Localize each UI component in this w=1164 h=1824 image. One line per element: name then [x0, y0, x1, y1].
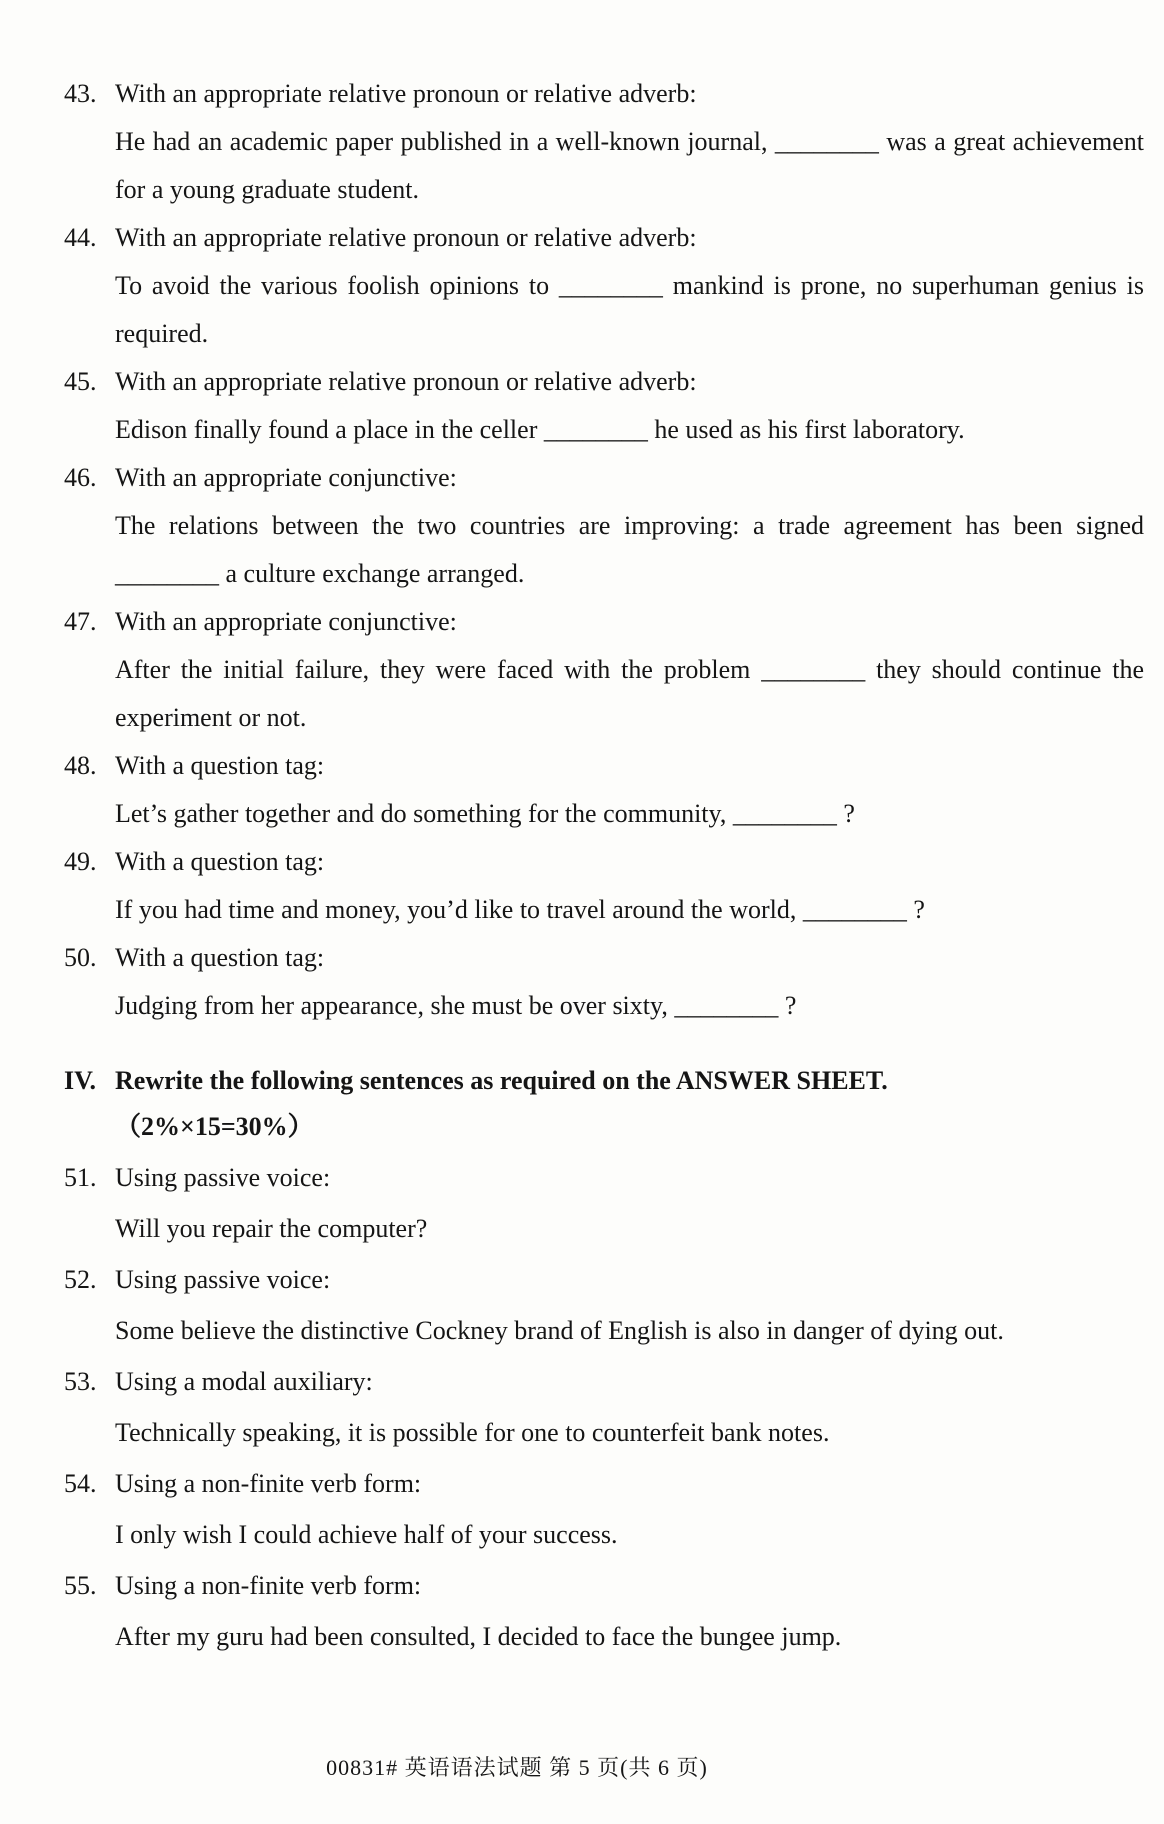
questions-43-50 [64, 70, 1144, 1030]
question-sentence: To avoid the various foolish opinions to ________ mankind is prone, no superhuman genius is required. [115, 271, 1144, 348]
question-text [115, 454, 1144, 598]
question-prompt: Using a non-finite verb form: [115, 1571, 422, 1600]
question-prompt: With an appropriate conjunctive: [115, 463, 457, 492]
question-sentence: After the initial failure, they were faced with the problem ________ they should continue the experiment or not. [115, 655, 1144, 732]
question-prompt: With an appropriate relative pronoun or relative adverb: [115, 223, 697, 252]
question-text [115, 838, 1144, 934]
section-iv-heading [64, 1058, 1144, 1150]
question-prompt: With an appropriate relative pronoun or relative adverb: [115, 79, 697, 108]
question-prompt: Using a non-finite verb form: [115, 1469, 422, 1498]
question-item [64, 1356, 1144, 1458]
question-number: 45. [64, 367, 97, 396]
question-text [115, 742, 1144, 838]
question-text [115, 1356, 1144, 1458]
question-number: 48. [64, 751, 97, 780]
question-number: 53. [64, 1367, 97, 1396]
question-text [115, 934, 1144, 1030]
question-prompt: With a question tag: [115, 847, 325, 876]
question-text [115, 1560, 1144, 1662]
question-item [64, 358, 1144, 454]
question-number: 55. [64, 1571, 97, 1600]
question-prompt: Using passive voice: [115, 1163, 331, 1192]
question-text [115, 598, 1144, 742]
question-sentence: Let’s gather together and do something for the community, ________ ? [115, 799, 855, 828]
question-number: 51. [64, 1163, 97, 1192]
question-number: 54. [64, 1469, 97, 1498]
question-sentence: Edison finally found a place in the celler ________ he used as his first laboratory. [115, 415, 965, 444]
question-sentence: If you had time and money, you’d like to travel around the world, ________ ? [115, 895, 925, 924]
question-number: 43. [64, 79, 97, 108]
question-text [115, 1458, 1144, 1560]
question-prompt: With a question tag: [115, 943, 325, 972]
question-sentence: After my guru had been consulted, I decided to face the bungee jump. [115, 1622, 842, 1651]
question-sentence: Some believe the distinctive Cockney brand of English is also in danger of dying out. [115, 1316, 1004, 1345]
question-number: 44. [64, 223, 97, 252]
question-text [115, 1152, 1144, 1254]
question-prompt: With an appropriate conjunctive: [115, 607, 457, 636]
section-title-block [115, 1058, 1144, 1150]
question-text [115, 70, 1144, 214]
question-item [64, 742, 1144, 838]
question-item [64, 598, 1144, 742]
question-item [64, 70, 1144, 214]
page-footer: 00831# 英语语法试题 第 5 页(共 6 页) [326, 1755, 708, 1780]
question-text [115, 1254, 1144, 1356]
question-sentence: Will you repair the computer? [115, 1214, 428, 1243]
question-number: 47. [64, 607, 97, 636]
question-item [64, 838, 1144, 934]
questions-51-55 [64, 1152, 1144, 1662]
question-sentence: Technically speaking, it is possible for one to counterfeit bank notes. [115, 1418, 830, 1447]
question-prompt: With an appropriate relative pronoun or relative adverb: [115, 367, 697, 396]
question-number: 50. [64, 943, 97, 972]
question-item [64, 1152, 1144, 1254]
question-prompt: Using passive voice: [115, 1265, 331, 1294]
section-title: Rewrite the following sentences as required on the ANSWER SHEET. [115, 1066, 888, 1095]
question-sentence: I only wish I could achieve half of your success. [115, 1520, 618, 1549]
question-prompt: Using a modal auxiliary: [115, 1367, 373, 1396]
section-score-note: （2%×15=30%） [115, 1112, 314, 1141]
question-item [64, 1254, 1144, 1356]
question-number: 52. [64, 1265, 97, 1294]
question-number: 46. [64, 463, 97, 492]
question-sentence: He had an academic paper published in a well-known journal, ________ was a great achievement for a young graduate student. [115, 127, 1144, 204]
question-item [64, 934, 1144, 1030]
question-item [64, 1560, 1144, 1662]
question-item [64, 1458, 1144, 1560]
question-number: 49. [64, 847, 97, 876]
question-item [64, 214, 1144, 358]
question-text [115, 214, 1144, 358]
question-prompt: With a question tag: [115, 751, 325, 780]
question-sentence: Judging from her appearance, she must be over sixty, ________ ? [115, 991, 797, 1020]
section-number: IV. [64, 1066, 97, 1095]
question-text [115, 358, 1144, 454]
question-sentence: The relations between the two countries are improving: a trade agreement has been signed ________ a culture exchange arranged. [115, 511, 1144, 588]
question-item [64, 454, 1144, 598]
